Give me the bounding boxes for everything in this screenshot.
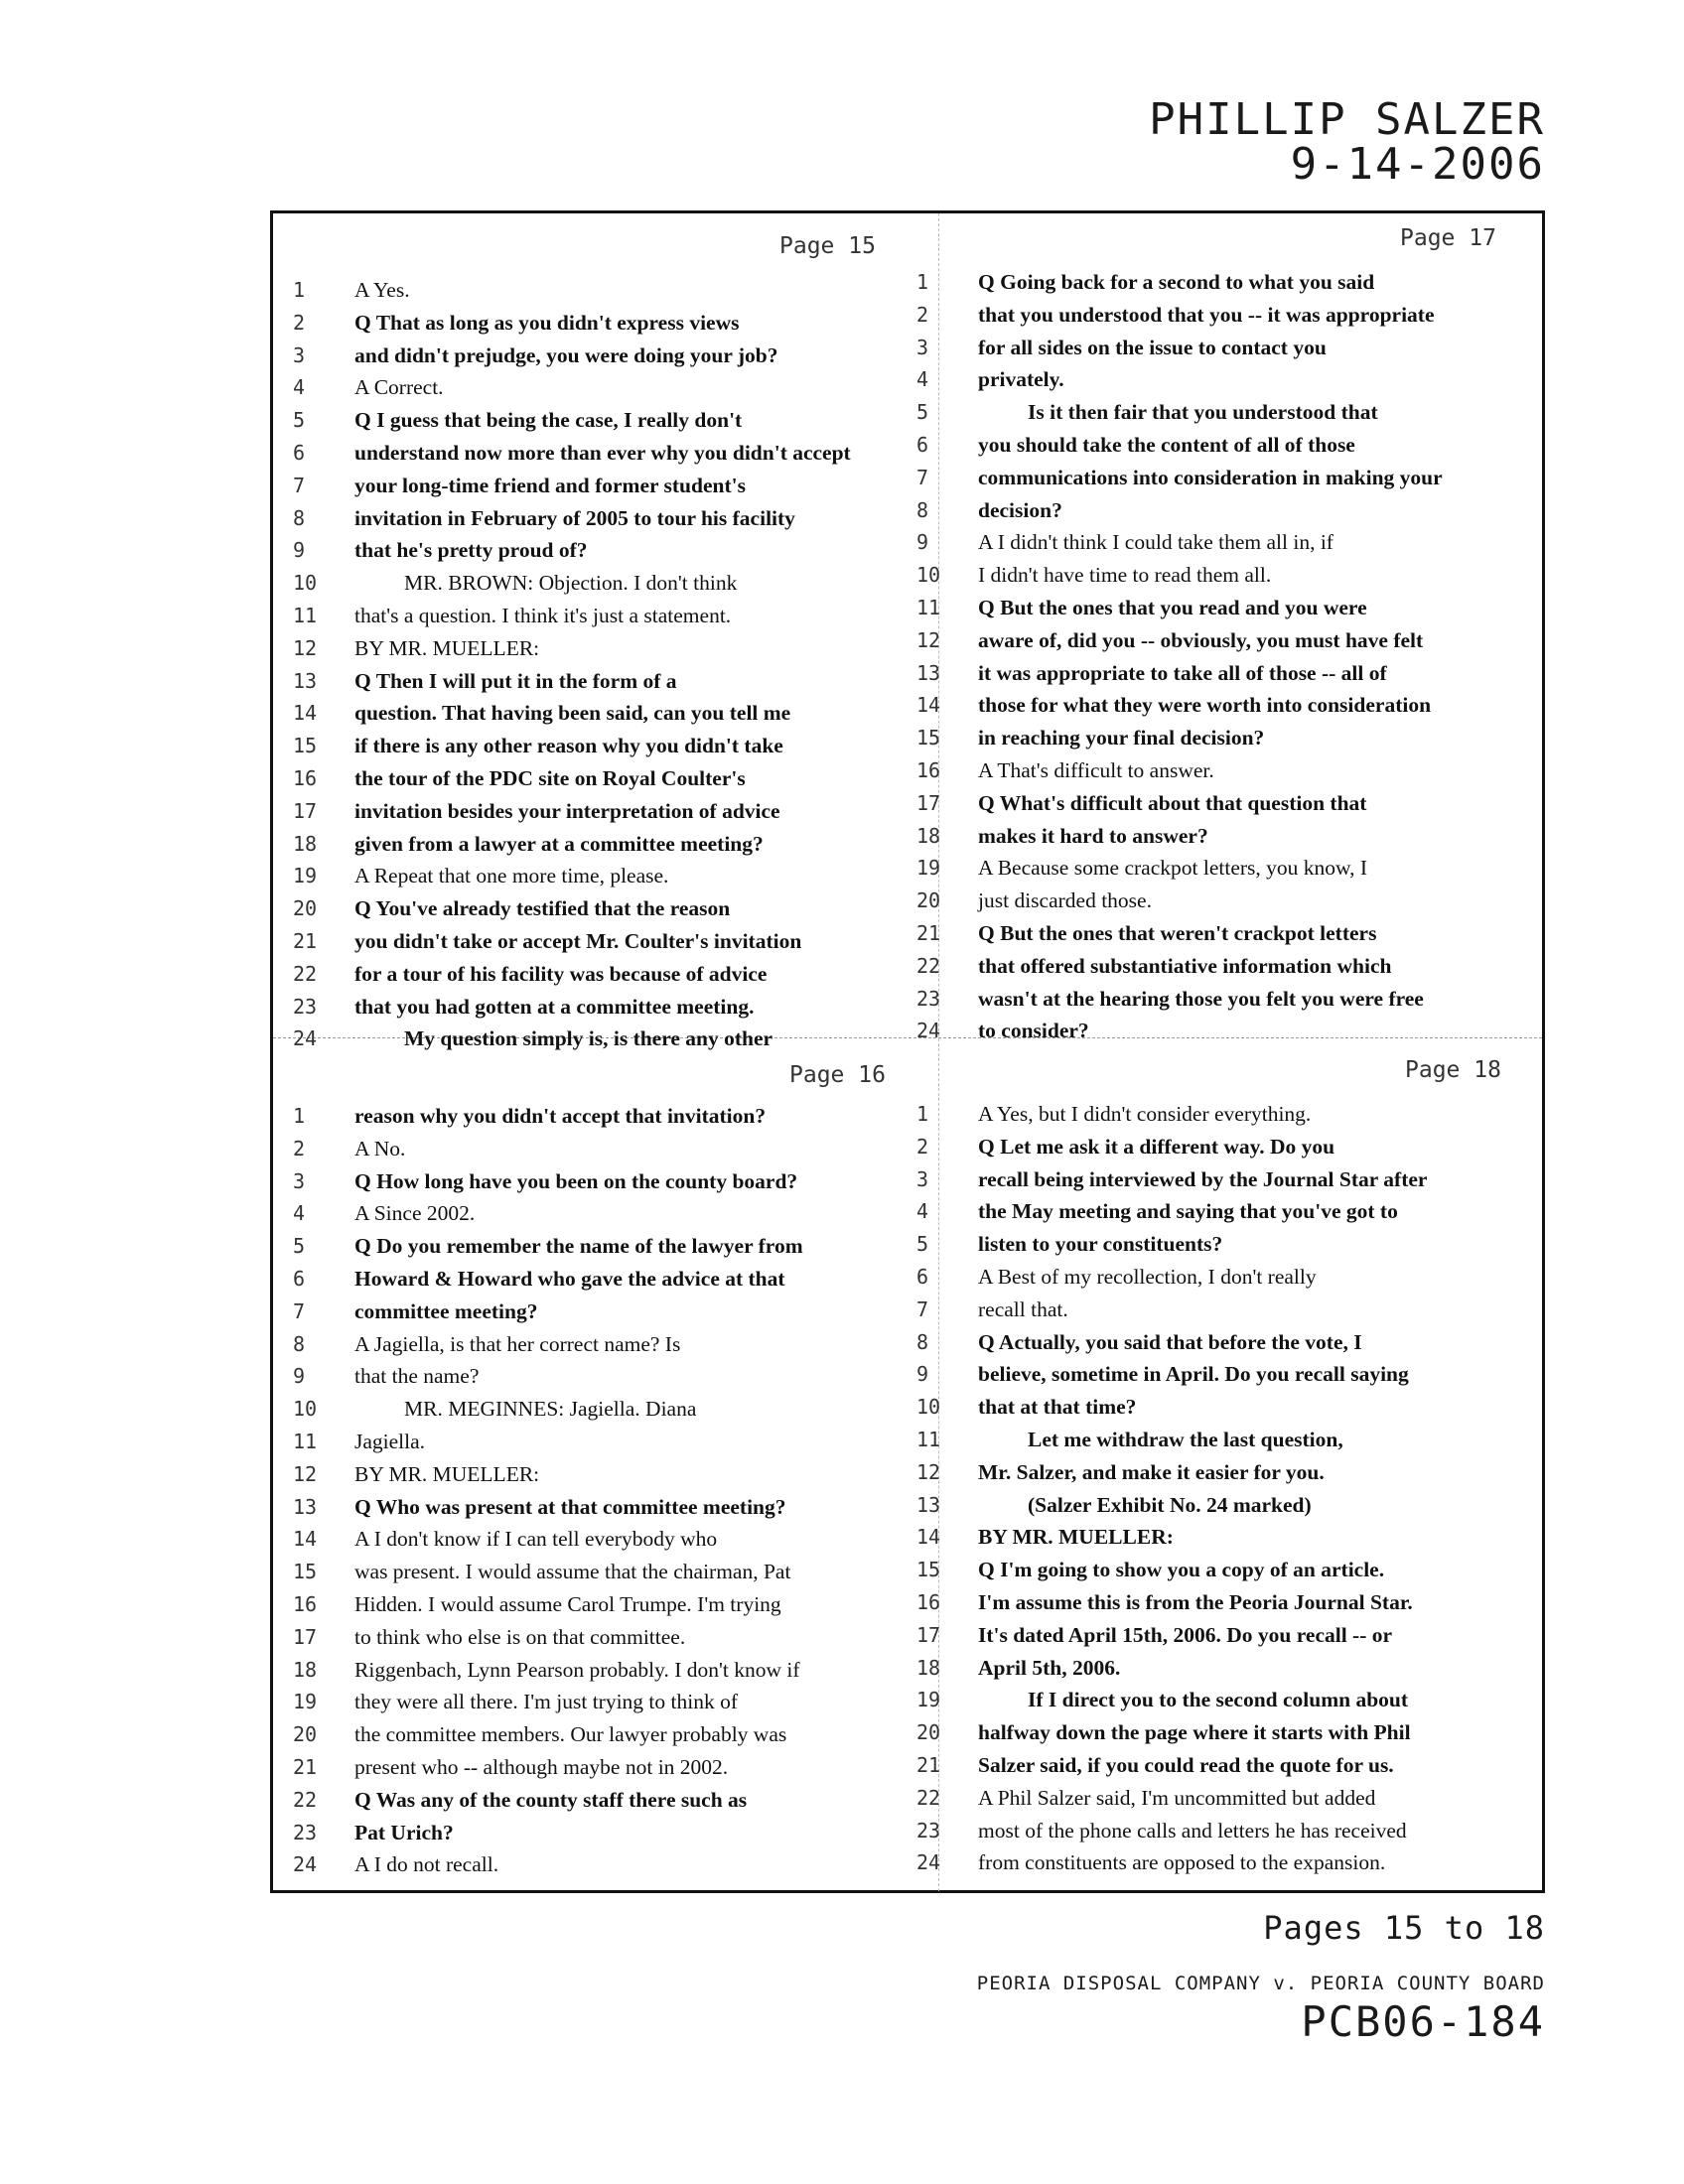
line-text: halfway down the page where it starts with Phil bbox=[978, 1720, 1411, 1745]
page-title: Page 16 bbox=[789, 1062, 886, 1088]
page-title: Page 17 bbox=[1400, 225, 1496, 251]
transcript-line bbox=[916, 888, 1552, 920]
line-text: Q I guess that being the case, I really don't bbox=[354, 408, 743, 433]
line-text: those for what they were worth into consideration bbox=[978, 693, 1432, 718]
transcript-line bbox=[293, 1104, 928, 1136]
line-text: A Repeat that one more time, please. bbox=[354, 864, 669, 888]
transcript-line bbox=[916, 1428, 1552, 1459]
line-number: 20 bbox=[293, 896, 318, 921]
line-text: they were all there. I'm just trying to think of bbox=[354, 1690, 739, 1714]
line-number: 4 bbox=[916, 1199, 929, 1224]
line-text: A Best of my recollection, I don't really bbox=[978, 1265, 1317, 1289]
line-number: 15 bbox=[916, 726, 941, 751]
transcript-line bbox=[293, 1560, 928, 1591]
line-number: 11 bbox=[293, 1430, 318, 1453]
transcript-line bbox=[916, 1493, 1552, 1525]
line-text: to think who else is on that committee. bbox=[354, 1624, 686, 1649]
line-text: BY MR. MUELLER: bbox=[354, 1461, 540, 1486]
line-text: if there is any other reason why you didn't take bbox=[354, 734, 783, 758]
line-number: 21 bbox=[293, 929, 318, 953]
line-text: you should take the content of all of those bbox=[978, 433, 1355, 457]
transcript-line bbox=[916, 1265, 1552, 1297]
pages-range: Pages 15 to 18 bbox=[1263, 1909, 1545, 1947]
transcript-line bbox=[916, 921, 1552, 953]
transcript-line bbox=[916, 1688, 1552, 1719]
line-text: A I don't know if I can tell everybody who bbox=[354, 1527, 718, 1552]
line-number: 2 bbox=[916, 302, 929, 327]
transcript-box bbox=[270, 210, 1545, 1893]
line-text: A Yes. bbox=[354, 278, 410, 302]
line-number: 15 bbox=[916, 1558, 941, 1582]
transcript-line bbox=[916, 1019, 1552, 1050]
transcript-line bbox=[916, 1590, 1552, 1622]
line-text: recall being interviewed by the Journal Star after bbox=[978, 1166, 1428, 1191]
transcript-line bbox=[293, 1364, 928, 1396]
line-number: 16 bbox=[293, 1592, 318, 1616]
line-number: 17 bbox=[916, 1622, 941, 1647]
line-text: invitation in February of 2005 to tour his facility bbox=[354, 505, 795, 530]
transcript-line bbox=[293, 1788, 928, 1820]
line-number: 3 bbox=[293, 1168, 306, 1193]
line-text: Salzer said, if you could read the quote for us. bbox=[978, 1753, 1394, 1777]
line-number: 3 bbox=[293, 342, 306, 367]
line-number: 5 bbox=[916, 1232, 929, 1257]
line-text: you didn't take or accept Mr. Coulter's invitation bbox=[354, 929, 802, 953]
transcript-line bbox=[916, 1362, 1552, 1394]
line-text: BY MR. MUELLER: bbox=[354, 635, 540, 660]
line-text: A I do not recall. bbox=[354, 1852, 499, 1877]
transcript-line bbox=[293, 1332, 928, 1364]
transcript-line bbox=[916, 336, 1552, 367]
line-number: 8 bbox=[916, 1329, 929, 1354]
line-number: 5 bbox=[916, 400, 929, 425]
line-number: 22 bbox=[293, 1787, 318, 1812]
line-text: invitation besides your interpretation of advice bbox=[354, 798, 780, 823]
transcript-line bbox=[293, 408, 928, 440]
line-number: 1 bbox=[916, 270, 929, 294]
line-number: 5 bbox=[293, 408, 306, 433]
line-number: 10 bbox=[293, 571, 318, 596]
transcript-line bbox=[293, 1234, 928, 1266]
transcript-line bbox=[293, 343, 928, 375]
deposition-date: 9-14-2006 bbox=[1290, 139, 1545, 190]
line-number: 9 bbox=[293, 538, 306, 563]
transcript-line bbox=[916, 856, 1552, 887]
line-text: privately. bbox=[978, 367, 1064, 392]
transcript-line bbox=[916, 954, 1552, 986]
transcript-line bbox=[293, 995, 928, 1026]
line-number: 22 bbox=[916, 953, 941, 978]
transcript-line bbox=[293, 1267, 928, 1298]
line-number: 10 bbox=[916, 1395, 941, 1420]
line-text: from constituents are opposed to the expansion. bbox=[978, 1850, 1386, 1875]
transcript-line bbox=[916, 1623, 1552, 1655]
transcript-line bbox=[916, 498, 1552, 530]
transcript-line bbox=[916, 1786, 1552, 1818]
transcript-line bbox=[293, 1495, 928, 1527]
line-text: A No. bbox=[354, 1136, 406, 1160]
line-text: Q Let me ask it a different way. Do you bbox=[978, 1134, 1335, 1159]
transcript-line bbox=[293, 1690, 928, 1721]
line-number: 20 bbox=[916, 1720, 941, 1745]
line-text: Q Do you remember the name of the lawyer from bbox=[354, 1234, 803, 1259]
line-text: the committee members. Our lawyer probably was bbox=[354, 1722, 787, 1747]
line-number: 6 bbox=[293, 1267, 306, 1291]
line-number: 15 bbox=[293, 734, 318, 758]
line-text: that you understood that you -- it was appropriate bbox=[978, 302, 1435, 327]
page-title: Page 18 bbox=[1405, 1057, 1501, 1083]
line-text: Q How long have you been on the county board? bbox=[354, 1168, 798, 1193]
line-number: 9 bbox=[293, 1364, 306, 1389]
line-text: the May meeting and saying that you've got to bbox=[978, 1199, 1398, 1224]
line-number: 22 bbox=[916, 1785, 941, 1810]
line-text: I didn't have time to read them all. bbox=[978, 563, 1272, 588]
transcript-line bbox=[293, 604, 928, 635]
line-text: A Yes, but I didn't consider everything. bbox=[978, 1102, 1312, 1126]
line-number: 19 bbox=[293, 1690, 318, 1714]
line-number: 2 bbox=[293, 310, 306, 335]
line-number: 3 bbox=[916, 335, 929, 359]
line-text: A That's difficult to answer. bbox=[978, 758, 1214, 782]
line-number: 5 bbox=[293, 1234, 306, 1259]
line-number: 18 bbox=[916, 823, 941, 848]
transcript-line bbox=[916, 596, 1552, 627]
transcript-line bbox=[293, 1026, 928, 1058]
line-number: 6 bbox=[916, 433, 929, 457]
line-number: 14 bbox=[916, 1525, 941, 1550]
line-text: present who -- although maybe not in 2002. bbox=[354, 1755, 729, 1779]
transcript-line bbox=[293, 1821, 928, 1852]
line-text: communications into consideration in making your bbox=[978, 465, 1443, 489]
transcript-line bbox=[916, 1135, 1552, 1166]
line-number: 16 bbox=[916, 1590, 941, 1614]
line-number: 7 bbox=[916, 465, 929, 489]
line-number: 8 bbox=[293, 1331, 306, 1356]
line-number: 19 bbox=[916, 1688, 941, 1712]
transcript-line bbox=[916, 1819, 1552, 1850]
transcript-line bbox=[293, 734, 928, 765]
line-number: 23 bbox=[293, 994, 318, 1019]
transcript-line bbox=[293, 896, 928, 928]
transcript-line bbox=[293, 571, 928, 603]
transcript-line bbox=[293, 1397, 928, 1429]
transcript-line bbox=[916, 1395, 1552, 1427]
line-text: Hidden. I would assume Carol Trumpe. I'm trying bbox=[354, 1592, 781, 1616]
line-text: Riggenbach, Lynn Pearson probably. I don't know if bbox=[354, 1657, 800, 1682]
line-number: 21 bbox=[916, 1753, 941, 1777]
line-text: that the name? bbox=[354, 1364, 480, 1389]
line-number: 20 bbox=[293, 1722, 318, 1747]
transcript-line bbox=[293, 636, 928, 668]
line-text: most of the phone calls and letters he has received bbox=[978, 1818, 1407, 1843]
line-text: question. That having been said, can you tell me bbox=[354, 701, 791, 726]
transcript-line bbox=[293, 1592, 928, 1624]
transcript-line bbox=[293, 1201, 928, 1233]
line-text: Q Who was present at that committee meeting? bbox=[354, 1494, 786, 1519]
transcript-line bbox=[293, 375, 928, 407]
line-number: 1 bbox=[293, 1104, 306, 1128]
line-number: 11 bbox=[916, 596, 941, 619]
line-number: 24 bbox=[916, 1019, 941, 1043]
line-text: (Salzer Exhibit No. 24 marked) bbox=[1028, 1492, 1312, 1517]
line-text: decision? bbox=[978, 497, 1062, 522]
line-number: 20 bbox=[916, 888, 941, 913]
line-text: for all sides on the issue to contact you bbox=[978, 335, 1327, 359]
line-text: recall that. bbox=[978, 1297, 1068, 1321]
transcript-line bbox=[293, 1462, 928, 1494]
line-number: 16 bbox=[293, 766, 318, 790]
transcript-line bbox=[916, 400, 1552, 432]
line-number: 15 bbox=[293, 1560, 318, 1584]
line-number: 7 bbox=[293, 473, 306, 497]
transcript-line bbox=[916, 1656, 1552, 1688]
line-text: was present. I would assume that the chairman, Pat bbox=[354, 1560, 791, 1584]
line-number: 4 bbox=[293, 1201, 306, 1226]
line-number: 2 bbox=[916, 1134, 929, 1159]
line-text: that's a question. I think it's just a statement. bbox=[354, 604, 732, 627]
line-text: committee meeting? bbox=[354, 1298, 538, 1323]
transcript-line bbox=[916, 1199, 1552, 1231]
line-number: 7 bbox=[293, 1298, 306, 1323]
transcript-line bbox=[916, 1330, 1552, 1362]
case-number: PCB06-184 bbox=[1301, 1997, 1545, 2046]
line-text: A Correct. bbox=[354, 375, 444, 400]
line-number: 2 bbox=[293, 1136, 306, 1160]
transcript-line bbox=[916, 1232, 1552, 1264]
line-text: reason why you didn't accept that invitation? bbox=[354, 1104, 767, 1128]
transcript-line bbox=[293, 278, 928, 310]
line-number: 18 bbox=[293, 831, 318, 856]
line-text: Q Then I will put it in the form of a bbox=[354, 668, 677, 693]
line-number: 21 bbox=[293, 1755, 318, 1779]
line-number: 12 bbox=[916, 627, 941, 652]
line-number: 13 bbox=[916, 1492, 941, 1517]
line-text: understand now more than ever why you didn't accept bbox=[354, 441, 851, 465]
line-text: Q Going back for a second to what you said bbox=[978, 270, 1375, 294]
line-text: A Jagiella, is that her correct name? Is bbox=[354, 1331, 681, 1356]
transcript-line bbox=[293, 538, 928, 570]
line-text: to consider? bbox=[978, 1019, 1089, 1043]
transcript-line bbox=[916, 433, 1552, 465]
transcript-line bbox=[293, 832, 928, 864]
line-text: Pat Urich? bbox=[354, 1820, 454, 1844]
transcript-line bbox=[916, 1753, 1552, 1785]
line-number: 8 bbox=[916, 497, 929, 522]
line-text: for a tour of his facility was because of advice bbox=[354, 961, 768, 986]
line-number: 12 bbox=[916, 1459, 941, 1484]
transcript-line bbox=[293, 766, 928, 798]
line-number: 11 bbox=[293, 604, 318, 627]
line-text: MR. BROWN: Objection. I don't think bbox=[404, 571, 738, 596]
line-text: Q Was any of the county staff there such as bbox=[354, 1787, 748, 1812]
line-text: Q Actually, you said that before the vote, I bbox=[978, 1329, 1362, 1354]
line-number: 24 bbox=[293, 1852, 318, 1877]
line-text: A Since 2002. bbox=[354, 1201, 476, 1226]
transcript-line bbox=[293, 474, 928, 505]
transcript-line bbox=[916, 1720, 1552, 1752]
transcript-line bbox=[916, 628, 1552, 660]
transcript-line bbox=[293, 1430, 928, 1461]
line-number: 14 bbox=[916, 693, 941, 718]
line-number: 13 bbox=[916, 660, 941, 685]
line-text: it was appropriate to take all of those -- all of bbox=[978, 660, 1387, 685]
line-text: given from a lawyer at a committee meeting? bbox=[354, 831, 764, 856]
line-text: Jagiella. bbox=[354, 1430, 426, 1453]
transcript-line bbox=[916, 530, 1552, 562]
line-number: 17 bbox=[916, 790, 941, 815]
line-number: 8 bbox=[293, 505, 306, 530]
line-number: 10 bbox=[293, 1397, 318, 1422]
transcript-line bbox=[293, 962, 928, 994]
line-text: aware of, did you -- obviously, you must have felt bbox=[978, 627, 1424, 652]
line-text: listen to your constituents? bbox=[978, 1232, 1223, 1257]
line-text: BY MR. MUELLER: bbox=[978, 1525, 1174, 1550]
transcript-line bbox=[293, 1722, 928, 1754]
line-text: Q That as long as you didn't express views bbox=[354, 310, 740, 335]
line-number: 17 bbox=[293, 798, 318, 823]
case-title: PEORIA DISPOSAL COMPANY v. PEORIA COUNTY BOARD bbox=[976, 1973, 1545, 1994]
line-text: Q I'm going to show you a copy of an article. bbox=[978, 1558, 1385, 1582]
line-text: in reaching your final decision? bbox=[978, 726, 1265, 751]
line-number: 9 bbox=[916, 530, 929, 555]
line-number: 13 bbox=[293, 668, 318, 693]
transcript-line bbox=[916, 1460, 1552, 1492]
transcript-line bbox=[293, 701, 928, 733]
line-text: that he's pretty proud of? bbox=[354, 538, 588, 563]
transcript-line bbox=[916, 303, 1552, 335]
line-number: 3 bbox=[916, 1166, 929, 1191]
transcript-line bbox=[916, 1167, 1552, 1199]
line-text: A I didn't think I could take them all in, if bbox=[978, 530, 1333, 555]
line-number: 21 bbox=[916, 921, 941, 945]
line-number: 17 bbox=[293, 1624, 318, 1649]
line-text: MR. MEGINNES: Jagiella. Diana bbox=[404, 1397, 697, 1422]
transcript-line bbox=[293, 1169, 928, 1201]
transcript-line bbox=[916, 1525, 1552, 1557]
line-text: believe, sometime in April. Do you recall saying bbox=[978, 1362, 1409, 1387]
transcript-line bbox=[916, 661, 1552, 693]
line-number: 14 bbox=[293, 1527, 318, 1552]
line-text: It's dated April 15th, 2006. Do you recall -- or bbox=[978, 1622, 1393, 1647]
transcript-line bbox=[916, 824, 1552, 856]
line-text: Mr. Salzer, and make it easier for you. bbox=[978, 1459, 1325, 1484]
line-number: 18 bbox=[293, 1657, 318, 1682]
transcript-line bbox=[293, 1137, 928, 1168]
line-number: 7 bbox=[916, 1297, 929, 1321]
line-number: 22 bbox=[293, 961, 318, 986]
transcript-line bbox=[916, 726, 1552, 757]
transcript-line bbox=[293, 799, 928, 831]
transcript-line bbox=[293, 311, 928, 342]
line-number: 10 bbox=[916, 563, 941, 588]
transcript-line bbox=[293, 929, 928, 961]
transcript-line bbox=[293, 669, 928, 701]
line-text: just discarded those. bbox=[978, 888, 1152, 913]
line-text: that at that time? bbox=[978, 1395, 1137, 1420]
line-number: 12 bbox=[293, 635, 318, 660]
line-text: Is it then fair that you understood that bbox=[1028, 400, 1378, 425]
line-text: If I direct you to the second column about bbox=[1028, 1688, 1409, 1712]
transcript-line bbox=[916, 1297, 1552, 1329]
line-number: 4 bbox=[916, 367, 929, 392]
line-number: 23 bbox=[293, 1820, 318, 1844]
transcript-line bbox=[916, 270, 1552, 302]
line-number: 12 bbox=[293, 1461, 318, 1486]
line-number: 23 bbox=[916, 1818, 941, 1843]
transcript-line bbox=[916, 791, 1552, 823]
page-title: Page 15 bbox=[779, 233, 876, 259]
transcript-line bbox=[916, 987, 1552, 1019]
line-number: 13 bbox=[293, 1494, 318, 1519]
transcript-line bbox=[916, 563, 1552, 595]
transcript-line bbox=[916, 1102, 1552, 1134]
transcript-line bbox=[293, 1527, 928, 1559]
line-text: and didn't prejudge, you were doing your job? bbox=[354, 342, 778, 367]
line-text: Q But the ones that weren't crackpot letters bbox=[978, 921, 1377, 945]
line-text: that offered substantiative information which bbox=[978, 953, 1392, 978]
line-text: your long-time friend and former student's bbox=[354, 473, 746, 497]
transcript-line bbox=[293, 1755, 928, 1787]
line-number: 11 bbox=[916, 1428, 941, 1451]
line-text: wasn't at the hearing those you felt you were free bbox=[978, 986, 1424, 1011]
line-text: makes it hard to answer? bbox=[978, 823, 1208, 848]
line-number: 24 bbox=[916, 1850, 941, 1875]
transcript-line bbox=[293, 1658, 928, 1690]
line-text: A Because some crackpot letters, you know, I bbox=[978, 856, 1368, 881]
line-number: 24 bbox=[293, 1026, 318, 1051]
transcript-line bbox=[293, 441, 928, 473]
line-text: I'm assume this is from the Peoria Journal Star. bbox=[978, 1590, 1413, 1614]
transcript-line bbox=[293, 1299, 928, 1331]
line-text: Q What's difficult about that question that bbox=[978, 790, 1367, 815]
line-text: My question simply is, is there any other bbox=[404, 1026, 773, 1051]
transcript-line bbox=[916, 466, 1552, 497]
deponent-name: PHILLIP SALZER bbox=[1149, 94, 1545, 145]
line-text: Let me withdraw the last question, bbox=[1028, 1428, 1343, 1451]
line-number: 19 bbox=[293, 864, 318, 888]
line-number: 16 bbox=[916, 758, 941, 782]
line-number: 9 bbox=[916, 1362, 929, 1387]
transcript-line bbox=[916, 1558, 1552, 1589]
line-number: 14 bbox=[293, 701, 318, 726]
line-number: 1 bbox=[293, 278, 306, 302]
transcript-line bbox=[293, 1852, 928, 1884]
line-text: the tour of the PDC site on Royal Coulter's bbox=[354, 766, 746, 790]
transcript-line bbox=[293, 506, 928, 538]
transcript-line bbox=[293, 864, 928, 895]
line-text: April 5th, 2006. bbox=[978, 1655, 1121, 1680]
line-number: 6 bbox=[916, 1265, 929, 1289]
line-number: 4 bbox=[293, 375, 306, 400]
line-text: that you had gotten at a committee meeting. bbox=[354, 994, 755, 1019]
transcript-line bbox=[916, 693, 1552, 725]
line-number: 6 bbox=[293, 441, 306, 465]
line-number: 18 bbox=[916, 1655, 941, 1680]
line-number: 1 bbox=[916, 1102, 929, 1126]
line-text: Howard & Howard who gave the advice at that bbox=[354, 1267, 785, 1291]
line-text: A Phil Salzer said, I'm uncommitted but added bbox=[978, 1785, 1376, 1810]
transcript-line bbox=[916, 1850, 1552, 1882]
line-text: Q But the ones that you read and you were bbox=[978, 596, 1367, 619]
transcript-line bbox=[916, 367, 1552, 399]
transcript-line bbox=[916, 758, 1552, 790]
transcript-line bbox=[293, 1625, 928, 1657]
line-number: 23 bbox=[916, 986, 941, 1011]
line-number: 19 bbox=[916, 856, 941, 881]
line-text: Q You've already testified that the reason bbox=[354, 896, 731, 921]
